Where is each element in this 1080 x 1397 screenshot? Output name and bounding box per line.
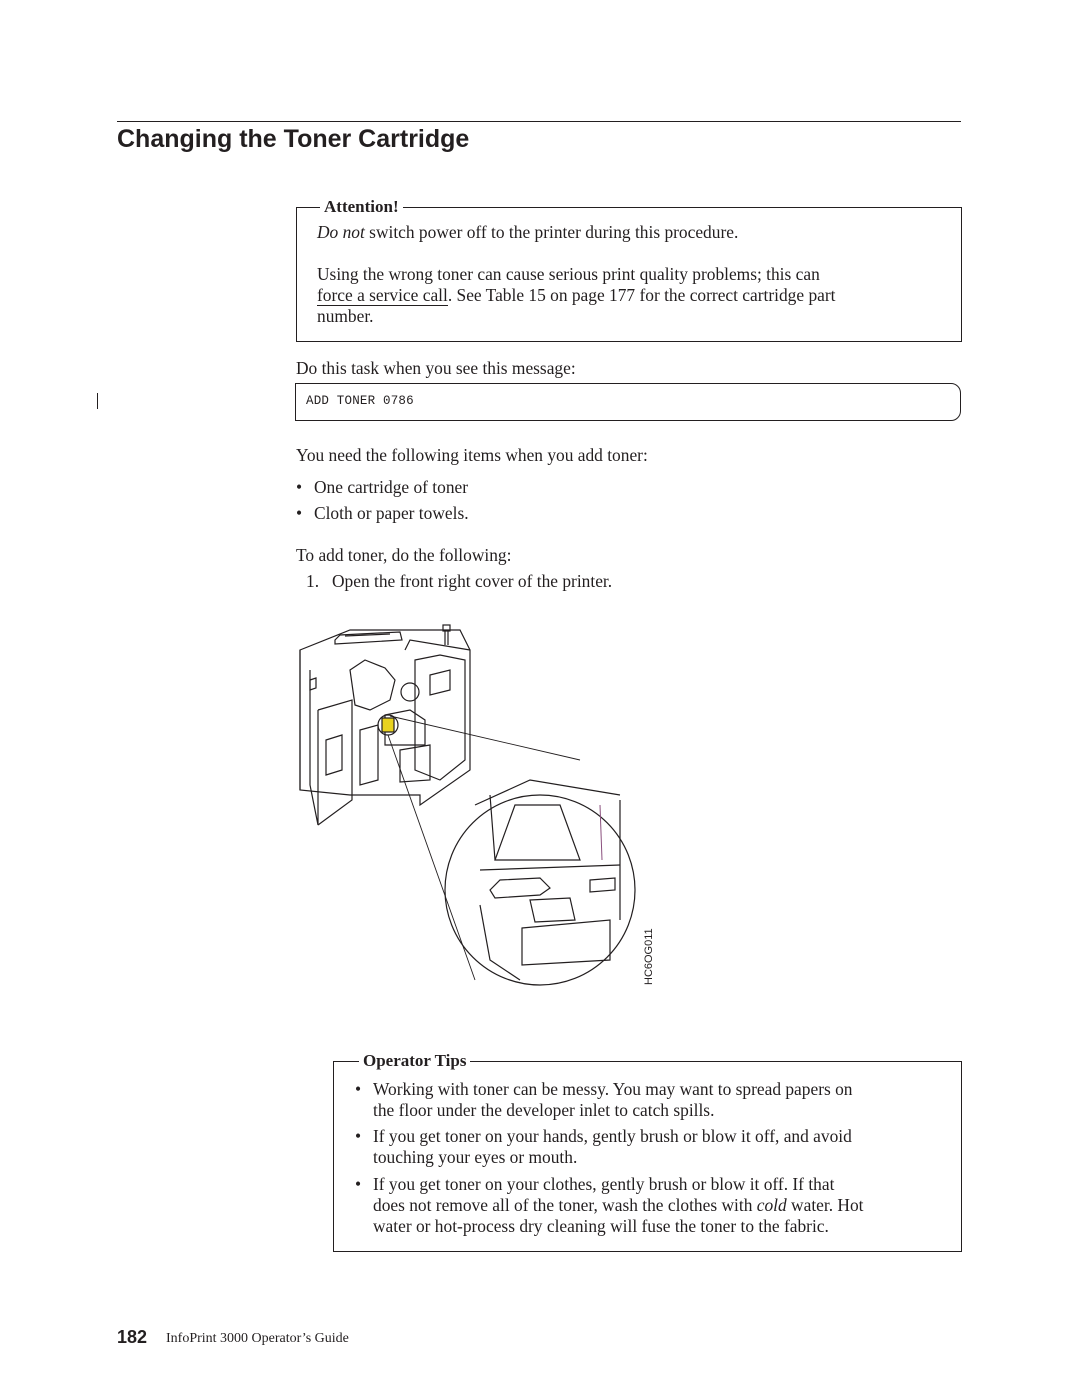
tip-3-line-2 [373,1195,945,1216]
attention-line-3 [317,285,835,306]
tip-1 [373,1079,945,1121]
attention-line-1 [317,222,738,243]
tip-3-line-3: water or hot-process dry cleaning will fuse the toner to the fabric. [373,1216,829,1236]
step-1-number: 1. [306,571,320,591]
bullet-icon: • [355,1174,362,1194]
tip-2-line-1: If you get toner on your hands, gently brush or blow it off, and avoid [373,1126,852,1146]
page-number: 182 [117,1327,148,1347]
tip-3-emphasis: cold [756,1195,787,1215]
open-cover [310,670,318,825]
bullet-icon: • [355,1126,362,1146]
developer-inlet-highlight [382,718,394,732]
attention-line-4: number. [317,306,374,326]
tip-1-line-1: Working with toner can be messy. You may want to spread papers on [373,1079,853,1099]
bullet-icon: • [296,477,303,497]
attention-line-1-text: switch power off to the printer during this procedure. [364,222,739,242]
tip-3 [373,1174,945,1237]
operator-tips-label: Operator Tips [359,1051,470,1071]
attention-emphasis: Do not [317,222,365,242]
attention-line-3-text: . See Table 15 on page 177 for the correct cartridge part [447,285,836,305]
page-title: Changing the Toner Cartridge [117,125,470,153]
message-box [295,383,961,421]
bullet-icon: • [355,1079,362,1099]
tip-3-line-2a: does not remove all of the toner, wash the clothes with [373,1195,757,1215]
step-1-text: Open the front right cover of the printer. [332,571,613,591]
tip-1-line-2: the floor under the developer inlet to catch spills. [373,1100,715,1120]
steps-intro: To add toner, do the following: [296,545,512,565]
tip-3-line-1: If you get toner on your clothes, gently brush or blow it off. If that [373,1174,835,1194]
magnified-view-circle [445,795,635,985]
figure-code: HC6OG011 [643,928,655,985]
bullet-icon: • [296,503,303,523]
attention-line-2: Using the wrong toner can cause serious print quality problems; this can [317,264,820,284]
tip-2 [373,1126,945,1168]
attention-box [296,197,962,342]
item-2: Cloth or paper towels. [314,503,469,523]
service-call-link[interactable]: force a service call [317,285,448,305]
items-intro: You need the following items when you add toner: [296,445,648,465]
printer-illustration [290,620,690,1000]
tip-3-line-2b: water. Hot [786,1195,864,1215]
tip-2-line-2: touching your eyes or mouth. [373,1147,578,1167]
attention-label: Attention! [320,197,403,217]
item-1: One cartridge of toner [314,477,469,497]
intro-text: Do this task when you see this message: [296,358,576,378]
title-rule [117,121,961,122]
change-bar [97,393,98,409]
book-title: InfoPrint 3000 Operator’s Guide [166,1331,349,1346]
message-text: ADD TONER 0786 [306,394,414,408]
